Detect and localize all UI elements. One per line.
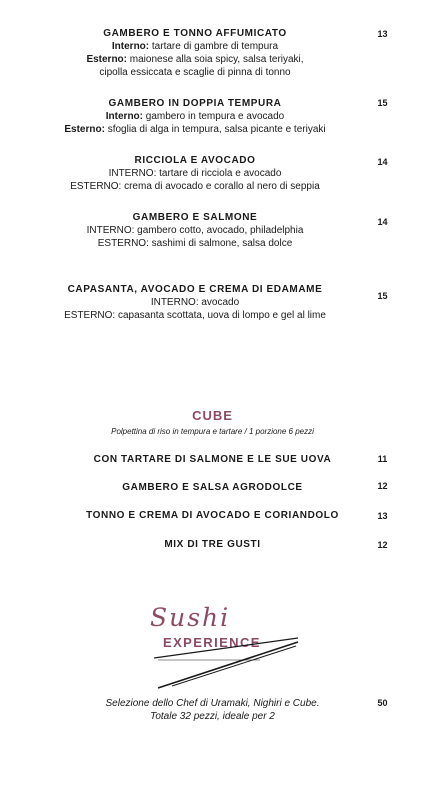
item-desc-line: INTERNO: avocado [150, 297, 240, 308]
cube-item-name: MIX DI TRE GUSTI [164, 539, 261, 550]
cube-item-price: 13 [377, 511, 388, 521]
item-name: GAMBERO E TONNO AFFUMICATO [103, 28, 287, 39]
item-desc-line: Esterno: sfoglia di alga in tempura, salsa picante e teriyaki [64, 124, 326, 135]
item-desc-line: ESTERNO: capasanta scottata, uova di lompo e gel al lime [64, 310, 326, 321]
item-name: GAMBERO E SALMONE [132, 212, 258, 223]
experience-description: Selezione dello Chef di Uramaki, Nighiri e Cube. Totale 32 pezzi, ideale per 2 [105, 698, 320, 722]
section-subtitle: Polpettina di riso in tempura e tartare / 1 porzione 6 pezzi [111, 427, 314, 436]
item-name: GAMBERO IN DOPPIA TEMPURA [108, 98, 282, 109]
item-desc-line: ESTERNO: crema di avocado e corallo al nero di seppia [70, 181, 320, 192]
item-price: 14 [377, 157, 388, 167]
item-name: CAPASANTA, AVOCADO E CREMA DI EDAMAME [67, 284, 323, 295]
section-title: CUBE [192, 408, 233, 423]
item-desc-line: ESTERNO: sashimi di salmone, salsa dolce [97, 238, 293, 249]
item-desc-line: Esterno: maionese alla soia spicy, salsa teriyaki, [86, 54, 304, 65]
item-price: 13 [377, 29, 388, 39]
item-price: 15 [377, 98, 388, 108]
item-desc-line: Interno: tartare di gambre di tempura [111, 41, 279, 52]
cube-item-name: TONNO E CREMA DI AVOCADO E CORIANDOLO [86, 510, 339, 521]
cube-item-name: CON TARTARE DI SALMONE E LE SUE UOVA [93, 454, 332, 465]
cube-item-name: GAMBERO E SALSA AGRODOLCE [122, 482, 303, 493]
cube-item-price: 12 [377, 540, 388, 550]
item-price: 14 [377, 217, 388, 227]
cube-item-price: 12 [377, 481, 388, 491]
item-name: RICCIOLA E AVOCADO [134, 155, 256, 166]
sushi-experience-logo-word: EXPERIENCE [163, 635, 261, 650]
item-price: 15 [377, 291, 388, 301]
experience-price: 50 [377, 698, 388, 708]
sushi-experience-logo-script: Sushi [150, 603, 231, 632]
item-desc-line: INTERNO: tartare di ricciola e avocado [108, 168, 282, 179]
item-desc-line: Interno: gambero in tempura e avocado [105, 111, 285, 122]
chopsticks-icon [150, 632, 300, 692]
item-desc-line: INTERNO: gambero cotto, avocado, philadelphia [86, 225, 304, 236]
item-desc-line: cipolla essiccata e scaglie di pinna di tonno [99, 67, 291, 78]
cube-item-price: 11 [377, 454, 388, 464]
